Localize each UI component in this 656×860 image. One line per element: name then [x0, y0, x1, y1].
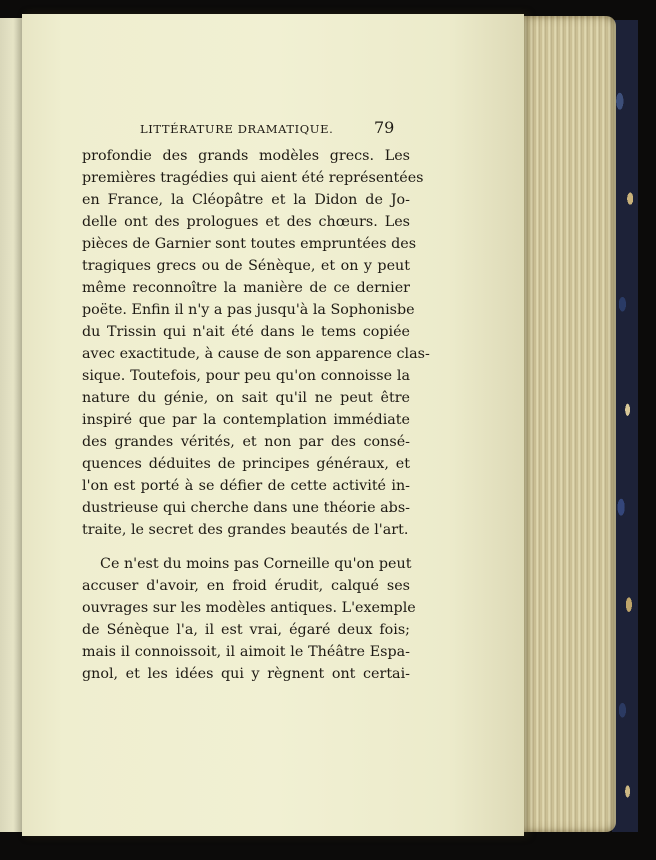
text-line: tragiques grecs ou de Sénèque, et on y peut	[82, 258, 410, 274]
text-line: pièces de Garnier sont toutes empruntées des	[82, 236, 417, 252]
text-line: delle ont des prologues et des chœurs. Les	[82, 214, 410, 230]
text-line: poëte. Enfin il n'y a pas jusqu'à la Sophonisbe	[82, 302, 415, 318]
text-line: dustrieuse qui cherche dans une théorie abs-	[82, 500, 410, 516]
text-line: du Trissin qui n'ait été dans le tems copiée	[82, 324, 410, 340]
page-block-edges	[512, 16, 616, 832]
text-line: sique. Toutefois, pour peu qu'on connoisse la	[82, 368, 410, 384]
text-line: nature du génie, on sait qu'il ne peut être	[82, 390, 410, 406]
text-line: profondie des grands modèles grecs. Les	[82, 148, 410, 164]
verso-page-edge	[0, 18, 23, 832]
recto-page	[22, 14, 524, 836]
text-line: Ce n'est du moins pas Corneille qu'on peut	[100, 556, 412, 572]
text-line: des grandes vérités, et non par des consé-	[82, 434, 410, 450]
text-line: traite, le secret des grandes beautés de l'art.	[82, 522, 409, 538]
text-line: de Sénèque l'a, il est vrai, égaré deux fois;	[82, 622, 410, 638]
text-line: gnol, et les idées qui y règnent ont certai-	[82, 666, 410, 682]
text-line: premières tragédies qui aient été représentées	[82, 170, 424, 186]
text-line: ouvrages sur les modèles antiques. L'exemple	[82, 600, 416, 616]
text-line: l'on est porté à se défier de cette activité in-	[82, 478, 410, 494]
text-line: en France, la Cléopâtre et la Didon de Jo-	[82, 192, 410, 208]
text-line: même reconnoître la manière de ce dernier	[82, 280, 410, 296]
running-head: LITTÉRATURE DRAMATIQUE.	[140, 122, 334, 136]
text-line: mais il connoissoit, il aimoit le Théâtre Espa-	[82, 644, 410, 660]
text-line: accuser d'avoir, en froid érudit, calqué ses	[82, 578, 410, 594]
text-line: quences déduites de principes généraux, et	[82, 456, 410, 472]
text-line: avec exactitude, à cause de son apparence clas-	[82, 346, 430, 362]
text-line: inspiré que par la contemplation immédiate	[82, 412, 410, 428]
page-number: 79	[374, 118, 395, 137]
